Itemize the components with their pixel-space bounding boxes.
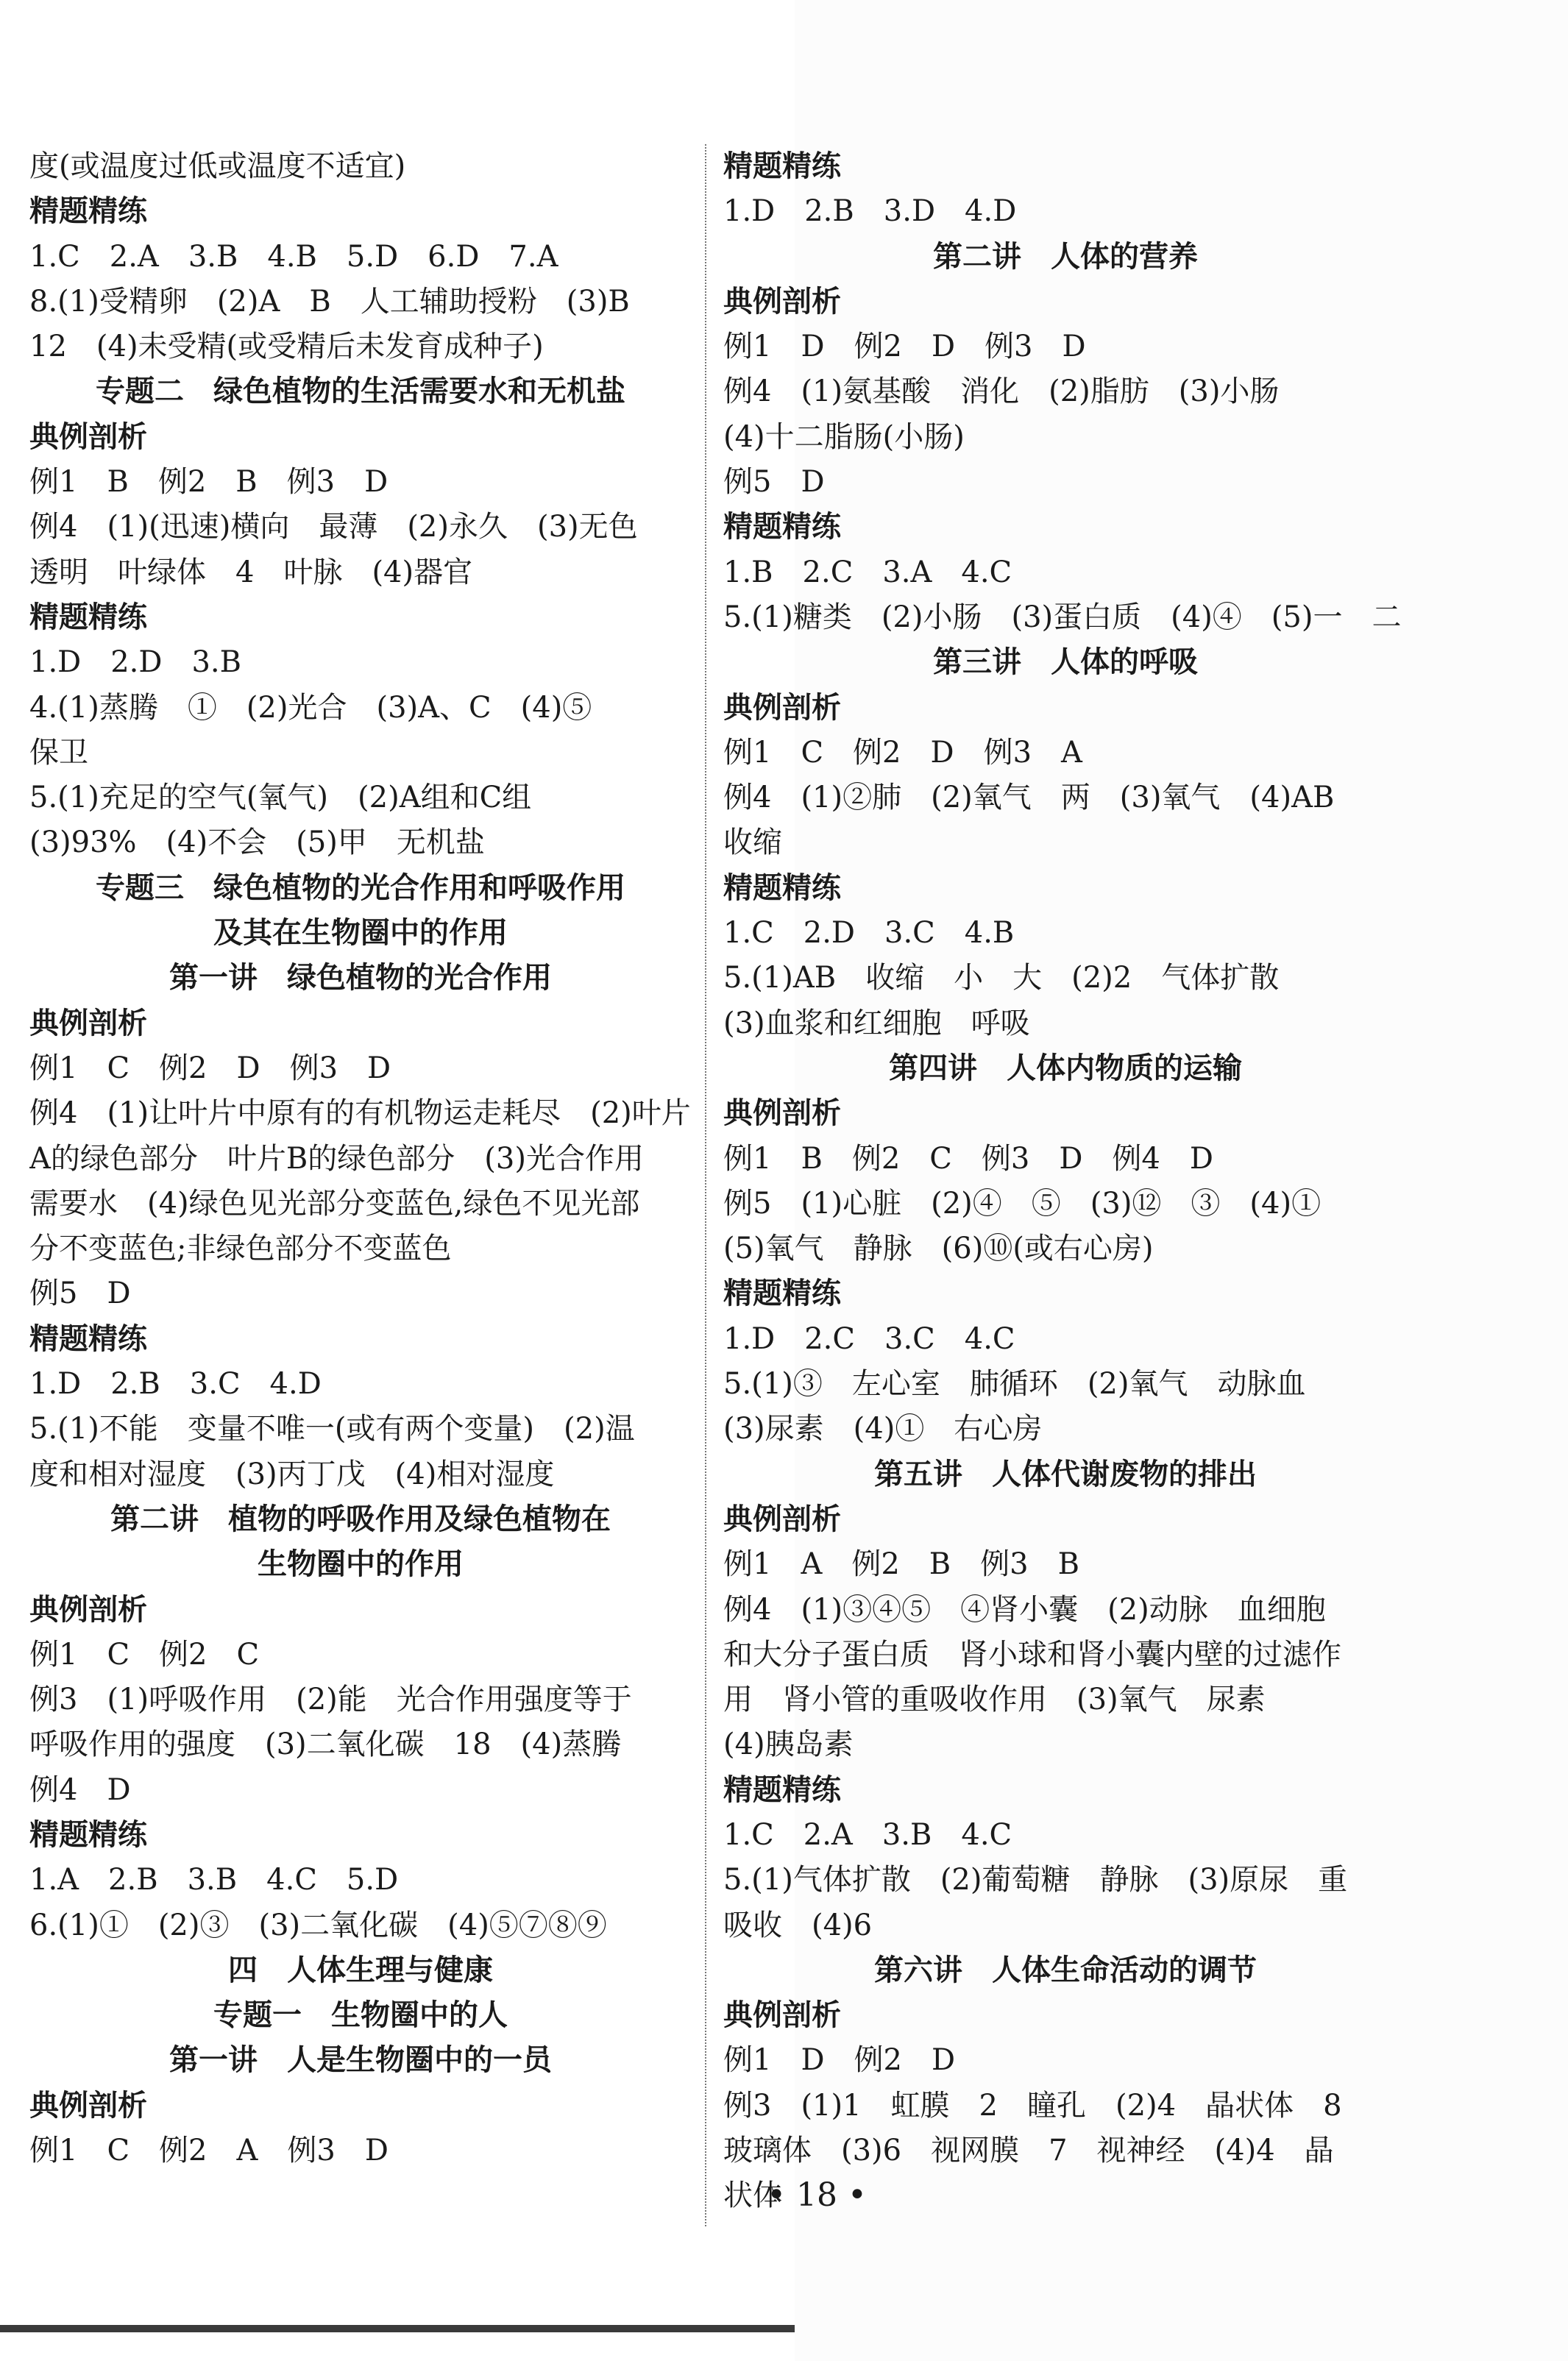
subsection-label: 典例剖析 — [29, 1592, 147, 1627]
right-column — [723, 144, 1408, 2219]
section-heading: 四 人体生理与健康 — [228, 1953, 493, 1987]
answer-line: 12 (4)未受精(或受精后未发育成种子) — [29, 330, 544, 364]
answer-line: 收缩 — [723, 826, 782, 860]
section-heading: 第二讲 人体的营养 — [933, 239, 1198, 274]
answer-line: 例4 (1)氨基酸 消化 (2)脂肪 (3)小肠 — [723, 374, 1280, 409]
answer-line: 例4 (1)③④⑤ ④肾小囊 (2)动脉 血细胞 — [723, 1592, 1326, 1627]
answer-line: 5.(1)气体扩散 (2)葡萄糖 静脉 (3)原尿 重 — [723, 1863, 1348, 1897]
answer-line: 1.B 2.C 3.A 4.C — [723, 555, 1012, 589]
subsection-label: 典例剖析 — [723, 1096, 841, 1131]
answer-line: 度和相对湿度 (3)丙丁戊 (4)相对湿度 — [29, 1457, 555, 1491]
answer-line: (3)血浆和红细胞 呼吸 — [723, 1006, 1030, 1040]
answer-line: 1.D 2.B 3.D 4.D — [723, 194, 1017, 229]
answer-line: 1.C 2.A 3.B 4.B 5.D 6.D 7.A — [29, 239, 558, 274]
answer-line: 5.(1)充足的空气(氧气) (2)A组和C组 — [29, 781, 532, 815]
answer-line: 例5 D — [29, 1277, 131, 1311]
answer-line: 透明 叶绿体 4 叶脉 (4)器官 — [29, 555, 473, 589]
subsection-label: 精题精练 — [29, 194, 147, 229]
answer-line: 用 肾小管的重吸收作用 (3)氧气 尿素 — [723, 1683, 1266, 1717]
answer-line: 5.(1)AB 收缩 小 大 (2)2 气体扩散 — [723, 961, 1280, 995]
section-heading: 及其在生物圈中的作用 — [213, 916, 508, 951]
bottom-rule — [0, 2325, 795, 2332]
answer-line: 例1 C 例2 D 例3 A — [723, 735, 1082, 770]
subsection-label: 精题精练 — [723, 1772, 841, 1807]
answer-line: (3)93% (4)不会 (5)甲 无机盐 — [29, 826, 485, 860]
answer-line: 例1 A 例2 B 例3 B — [723, 1547, 1080, 1582]
answer-line: 例5 (1)心脏 (2)④ ⑤ (3)⑫ ③ (4)① — [723, 1186, 1322, 1221]
answer-line: (4)胰岛素 — [723, 1728, 854, 1762]
answer-line: 例4 (1)(迅速)横向 最薄 (2)永久 (3)无色 — [29, 510, 638, 544]
answer-line: 例4 (1)让叶片中原有的有机物运走耗尽 (2)叶片 — [29, 1096, 691, 1131]
answer-line: 例4 (1)②肺 (2)氧气 两 (3)氧气 (4)AB — [723, 781, 1335, 815]
subsection-label: 典例剖析 — [29, 2088, 147, 2123]
answer-line: 8.(1)受精卵 (2)A B 人工辅助授粉 (3)B — [29, 284, 630, 319]
answer-line: 1.C 2.A 3.B 4.C — [723, 1817, 1012, 1852]
section-heading: 第六讲 人体生命活动的调节 — [874, 1953, 1257, 1987]
left-column — [29, 144, 692, 2173]
section-heading: 第三讲 人体的呼吸 — [933, 645, 1198, 680]
answer-line: 1.D 2.B 3.C 4.D — [29, 1367, 322, 1402]
answer-line: 分不变蓝色;非绿色部分不变蓝色 — [29, 1232, 452, 1266]
answer-line: 1.A 2.B 3.B 4.C 5.D — [29, 1863, 399, 1897]
answer-line: 例1 C 例2 D 例3 D — [29, 1051, 391, 1085]
answer-line: 1.C 2.D 3.C 4.B — [723, 916, 1015, 951]
answer-line: (5)氧气 静脉 (6)⑩(或右心房) — [723, 1232, 1154, 1266]
column-divider — [705, 144, 706, 2226]
answer-line: 4.(1)蒸腾 ① (2)光合 (3)A、C (4)⑤ — [29, 690, 592, 725]
answer-line: 保卫 — [29, 735, 88, 770]
subsection-label: 精题精练 — [723, 870, 841, 905]
section-heading: 第四讲 人体内物质的运输 — [889, 1051, 1242, 1085]
answer-line: 和大分子蛋白质 肾小球和肾小囊内壁的过滤作 — [723, 1637, 1341, 1672]
section-heading: 第二讲 植物的呼吸作用及绿色植物在 — [110, 1502, 611, 1536]
page-number: • 18 • — [767, 2176, 867, 2214]
subsection-label: 精题精练 — [723, 149, 841, 183]
section-heading: 第五讲 人体代谢废物的排出 — [874, 1457, 1257, 1491]
answer-line: 例1 B 例2 B 例3 D — [29, 465, 389, 500]
section-heading: 专题二 绿色植物的生活需要水和无机盐 — [96, 374, 625, 409]
subsection-label: 精题精练 — [723, 1277, 841, 1311]
subsection-label: 精题精练 — [29, 1817, 147, 1852]
answer-line: 6.(1)① (2)③ (3)二氧化碳 (4)⑤⑦⑧⑨ — [29, 1908, 607, 1942]
answer-line: 例1 D 例2 D 例3 D — [723, 330, 1086, 364]
answer-line: 例1 C 例2 C — [29, 1637, 260, 1672]
answer-line: 度(或温度过低或温度不适宜) — [29, 149, 406, 183]
answer-line: 例3 (1)呼吸作用 (2)能 光合作用强度等于 — [29, 1683, 632, 1717]
answer-line: 状体 — [723, 2179, 782, 2213]
section-heading: 生物圈中的作用 — [258, 1547, 464, 1582]
answer-line: 吸收 (4)6 — [723, 1908, 873, 1942]
section-heading: 第一讲 绿色植物的光合作用 — [169, 961, 552, 995]
answer-line: 需要水 (4)绿色见光部分变蓝色,绿色不见光部 — [29, 1186, 640, 1221]
subsection-label: 典例剖析 — [723, 690, 841, 725]
answer-line: 5.(1)糖类 (2)小肠 (3)蛋白质 (4)④ (5)一 二 — [723, 600, 1402, 634]
answer-line: 玻璃体 (3)6 视网膜 7 视神经 (4)4 晶 — [723, 2134, 1334, 2168]
answer-line: 1.D 2.D 3.B — [29, 645, 242, 680]
answer-line: 1.D 2.C 3.C 4.C — [723, 1321, 1015, 1356]
answer-line: 5.(1)不能 变量不唯一(或有两个变量) (2)温 — [29, 1412, 635, 1446]
subsection-label: 典例剖析 — [723, 1502, 841, 1536]
subsection-label: 精题精练 — [29, 1321, 147, 1356]
subsection-label: 典例剖析 — [29, 1006, 147, 1040]
answer-line: 例1 D 例2 D — [723, 2043, 956, 2078]
answer-line: 例5 D — [723, 465, 825, 500]
section-heading: 专题三 绿色植物的光合作用和呼吸作用 — [96, 870, 625, 905]
answer-line: 例4 D — [29, 1772, 131, 1807]
answer-line: A的绿色部分 叶片B的绿色部分 (3)光合作用 — [29, 1141, 644, 1176]
answer-line: (3)尿素 (4)① 右心房 — [723, 1412, 1043, 1446]
subsection-label: 精题精练 — [723, 510, 841, 544]
subsection-label: 精题精练 — [29, 600, 147, 634]
answer-line: 例1 C 例2 A 例3 D — [29, 2134, 389, 2168]
answer-line: 例3 (1)1 虹膜 2 瞳孔 (2)4 晶状体 8 — [723, 2088, 1342, 2123]
answer-line: (4)十二脂肠(小肠) — [723, 419, 965, 454]
answer-line: 呼吸作用的强度 (3)二氧化碳 18 (4)蒸腾 — [29, 1728, 622, 1762]
section-heading: 第一讲 人是生物圈中的一员 — [169, 2043, 552, 2078]
subsection-label: 典例剖析 — [29, 419, 147, 454]
section-heading: 专题一 生物圈中的人 — [213, 1998, 508, 2033]
subsection-label: 典例剖析 — [723, 284, 841, 319]
subsection-label: 典例剖析 — [723, 1998, 841, 2033]
answer-line: 例1 B 例2 C 例3 D 例4 D — [723, 1141, 1213, 1176]
answer-line: 5.(1)③ 左心室 肺循环 (2)氧气 动脉血 — [723, 1367, 1306, 1402]
